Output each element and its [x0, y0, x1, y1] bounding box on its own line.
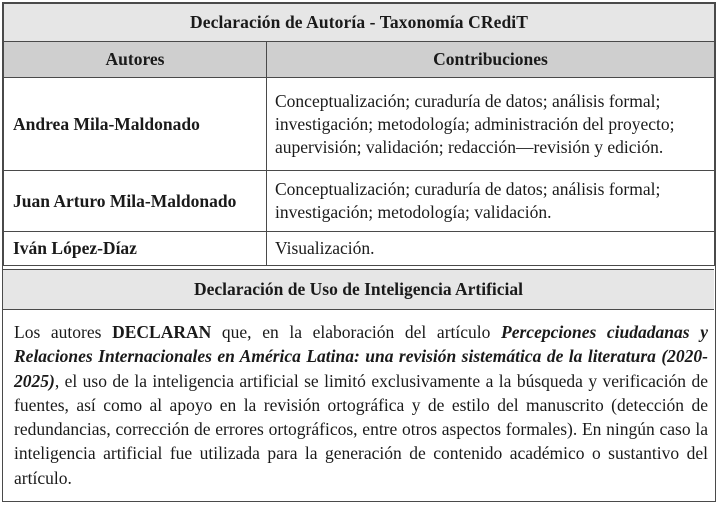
author-name: Iván López-Díaz — [4, 232, 267, 266]
article-title: Percepciones ciudadanas y Relaciones Internacionales en América Latina: una revisión sistemática de la literatura (2020-2025) — [14, 322, 708, 391]
column-header-contributions: Contribuciones — [267, 42, 715, 78]
author-contribution: Conceptualización; curaduría de datos; análisis formal; investigación; metodología; administración del proyecto; aupervisión; validación; redacción—revisión y edición. — [267, 78, 715, 171]
declaration-document — [2, 2, 716, 502]
column-header-authors: Autores — [4, 42, 267, 78]
ai-text-before: Los autores — [14, 322, 113, 342]
ai-declaration-title: Declaración de Uso de Inteligencia Artificial — [3, 269, 714, 310]
authorship-title: Declaración de Autoría - Taxonomía CRediT — [4, 4, 715, 42]
author-contribution: Conceptualización; curaduría de datos; análisis formal; investigación; metodología; validación. — [267, 171, 715, 232]
authorship-table — [3, 3, 715, 266]
author-name: Juan Arturo Mila-Maldonado — [4, 171, 267, 232]
table-row — [4, 232, 715, 266]
author-contribution: Visualización. — [267, 232, 715, 266]
table-row — [4, 78, 715, 171]
author-name: Andrea Mila-Maldonado — [4, 78, 267, 171]
ai-declaration-body — [14, 320, 708, 490]
ai-text-after: , el uso de la inteligencia artificial se limitó exclusivamente a la búsqueda y verificación de fuentes, así como al apoyo en la revisión ortográfica y de estilo del manuscrito (detección de redundancias, corrección de errores ortográficos, entre otros aspectos formales). En ningún caso la inteligencia artificial fue utilizada para la generación de contenido académico o sustantivo del artículo. — [14, 370, 708, 488]
ai-text-middle: que, en la elaboración del artículo — [211, 322, 502, 342]
table-row — [4, 171, 715, 232]
ai-emphasis: DECLARAN — [112, 322, 212, 342]
